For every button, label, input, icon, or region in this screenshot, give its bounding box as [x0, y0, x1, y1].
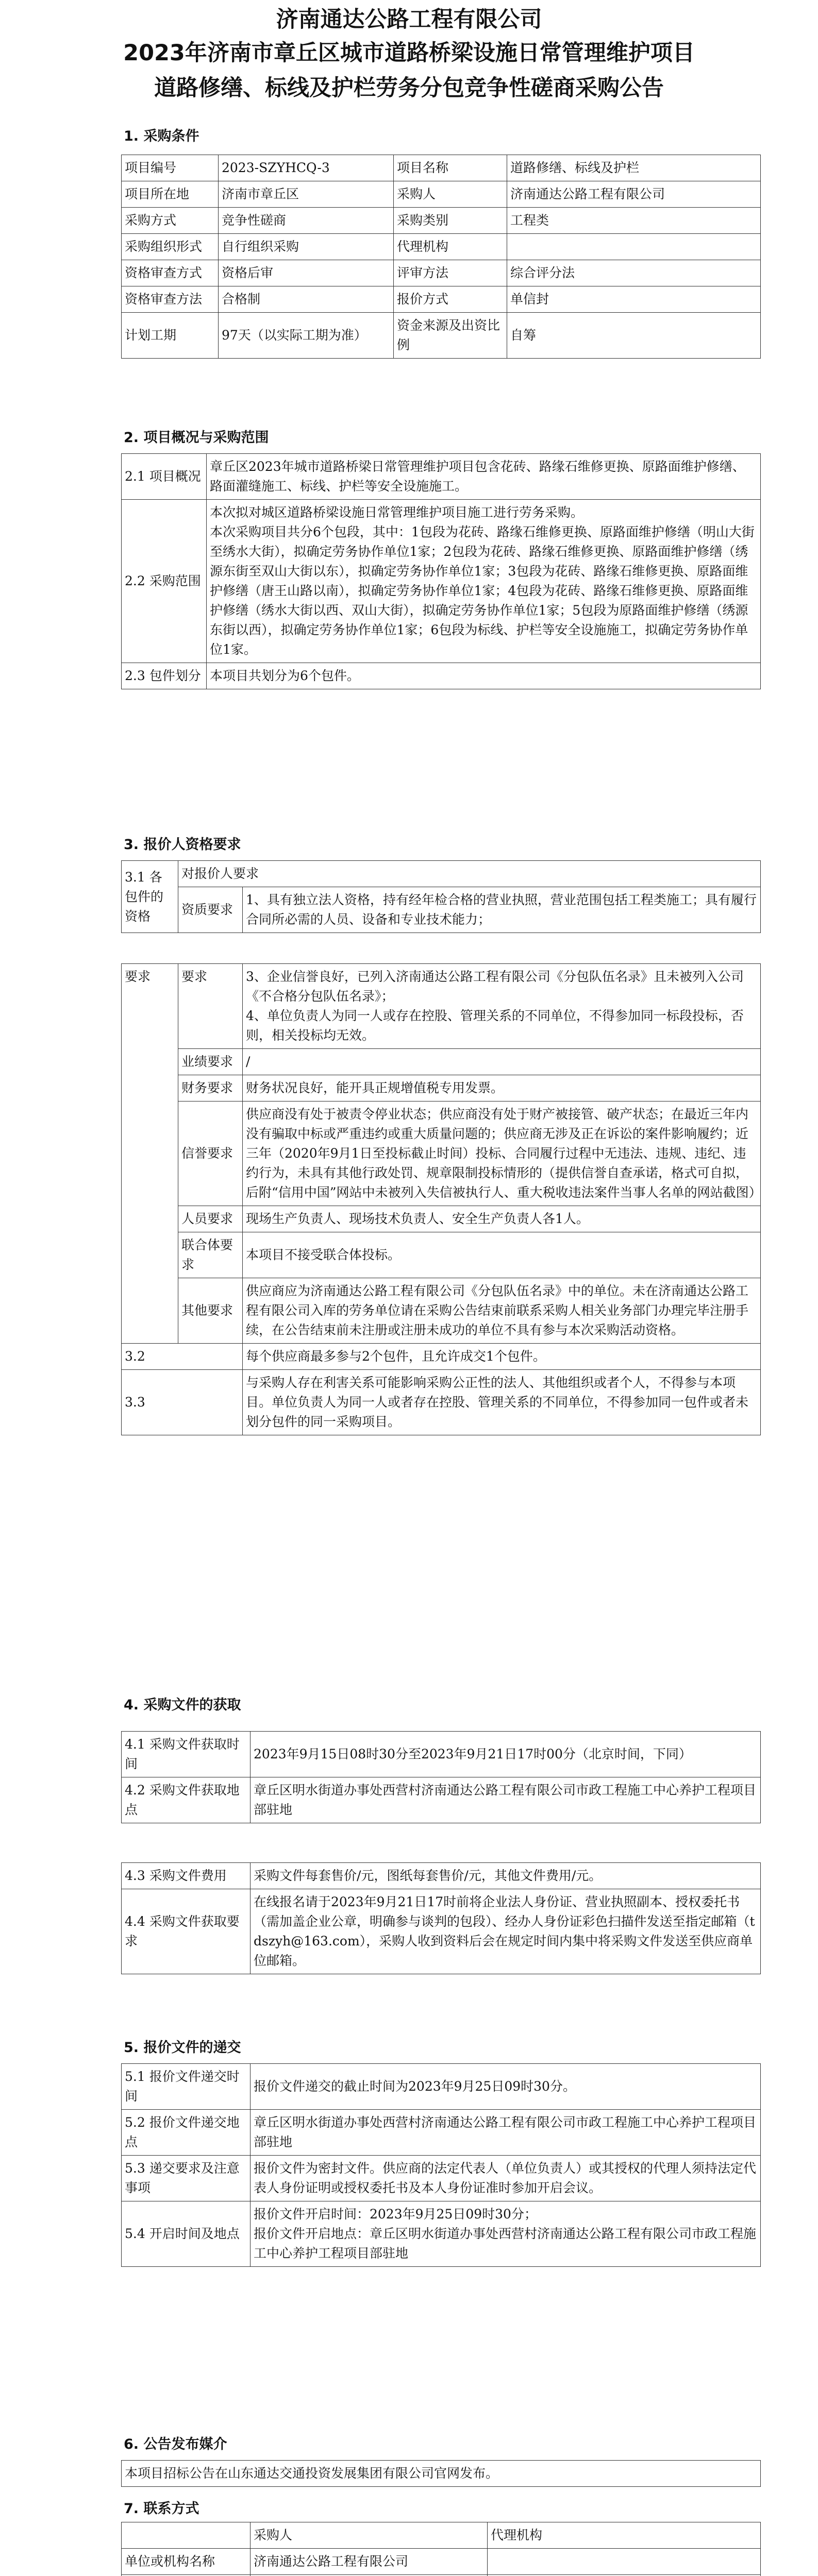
- table-row: [122, 1732, 761, 1777]
- table-row: [122, 1863, 761, 1889]
- cell: 每个供应商最多参与2个包件，且允许成交1个包件。: [243, 1344, 761, 1370]
- table-row: [122, 2110, 761, 2156]
- cell: 5.1 报价文件递交时间: [122, 2064, 251, 2110]
- cell: 97天（以实际工期为准）: [219, 313, 394, 359]
- contact-table: [121, 2522, 761, 2576]
- section-4-heading: 4. 采购文件的获取: [124, 1697, 241, 1713]
- cell: 其他要求: [178, 1278, 243, 1344]
- cell: 采购组织形式: [122, 234, 219, 260]
- cell: 4.2 采购文件获取地点: [122, 1777, 251, 1823]
- cell: 人员要求: [178, 1206, 243, 1232]
- cell: 4.4 采购文件获取要求: [122, 1889, 251, 1974]
- cell: 综合评分法: [507, 260, 761, 286]
- cell: 采购人: [251, 2522, 488, 2549]
- cell: 资金来源及出资比例: [394, 313, 507, 359]
- cell: [507, 234, 761, 260]
- cell: /: [243, 1049, 761, 1075]
- cell: 3.1 各包件的资格: [122, 861, 178, 933]
- cell: 2023年9月15日08时30分至2023年9月21日17时00分（北京时间，下同）: [251, 1732, 761, 1777]
- cell: 资格审查方法: [122, 286, 219, 313]
- table-row: [122, 208, 761, 234]
- cell: 章丘区明水街道办事处西营村济南通达公路工程有限公司市政工程施工中心养护工程项目部驻地: [251, 2110, 761, 2156]
- project-title: 2023年济南市章丘区城市道路桥梁设施日常管理维护项目: [123, 40, 695, 66]
- cell: 要求: [122, 964, 178, 1344]
- cell: 资格后审: [219, 260, 394, 286]
- cell: 与采购人存在利害关系可能影响采购公正性的法人、其他组织或者个人，不得参与本项目。单位负责人为同一人或者存在控股、管理关系的不同单位，不得参加同一包件或者未划分包件的同一采购项目。: [243, 1370, 761, 1435]
- media-table: [121, 2460, 761, 2487]
- section-1-heading: 1. 采购条件: [124, 128, 199, 144]
- cell: 代理机构: [488, 2522, 761, 2549]
- cell: 资质要求: [178, 887, 243, 933]
- qualification-table-b: [121, 963, 761, 1435]
- cell: 单信封: [507, 286, 761, 313]
- cell: 1、具有独立法人资格，持有经年检合格的营业执照，营业范围包括工程类施工；具有履行合同所必需的人员、设备和专业技术能力；: [243, 887, 761, 933]
- table-row: [122, 2064, 761, 2110]
- table-row: [122, 663, 761, 689]
- cell: 财务状况良好，能开具正规增值税专用发票。: [243, 1075, 761, 1101]
- table-row: [122, 1370, 761, 1435]
- cell: 采购类别: [394, 208, 507, 234]
- table-row: [122, 155, 761, 181]
- cell: 济南通达公路工程有限公司: [251, 2549, 488, 2575]
- table-row: [122, 1075, 761, 1101]
- cell: 自筹: [507, 313, 761, 359]
- table-row: [122, 2156, 761, 2201]
- table-row: [122, 454, 761, 500]
- table-row: [122, 2201, 761, 2267]
- cell: 2.2 采购范围: [122, 500, 207, 663]
- scope-paragraph: 本次拟对城区道路桥梁设施日常管理维护项目施工进行劳务采购。: [210, 505, 584, 520]
- cell: 本项目共划分为6个包件。: [207, 663, 761, 689]
- procurement-conditions-table: [121, 155, 761, 359]
- table-row: [122, 1278, 761, 1344]
- document-fee-table: [121, 1862, 761, 1974]
- cell: 项目名称: [394, 155, 507, 181]
- section-5-heading: 5. 报价文件的递交: [124, 2040, 241, 2056]
- table-row: [122, 500, 761, 663]
- cell: 4.1 采购文件获取时间: [122, 1732, 251, 1777]
- table-row: [122, 1232, 761, 1278]
- cell: 本项目招标公告在山东通达交通投资发展集团有限公司官网发布。: [122, 2461, 761, 2487]
- cell: 评审方法: [394, 260, 507, 286]
- table-row: [122, 260, 761, 286]
- table-row: [122, 234, 761, 260]
- company-title: 济南通达公路工程有限公司: [276, 7, 542, 32]
- project-overview-table: [121, 453, 761, 689]
- cell: 2.1 项目概况: [122, 454, 207, 500]
- cell: 3.3: [122, 1370, 243, 1435]
- cell: 采购方式: [122, 208, 219, 234]
- cell: 在线报名请于2023年9月21日17时前将企业法人身份证、营业执照副本、授权委托书（需加盖企业公章，明确参与谈判的包段）、经办人身份证彩色扫描件发送至指定邮箱（tdszyh@163.com），采购人收到资料后会在规定时间内集中将采购文件发送至供应商单位邮箱。: [251, 1889, 761, 1974]
- cell: [251, 2201, 761, 2267]
- qualification-table-a: [121, 860, 761, 933]
- cell: 联合体要求: [178, 1232, 243, 1278]
- cell: [207, 500, 761, 663]
- submission-table: [121, 2063, 761, 2267]
- cell: 竞争性磋商: [219, 208, 394, 234]
- cell: 济南通达公路工程有限公司: [507, 181, 761, 208]
- table-row: [122, 2461, 761, 2487]
- cell: 业绩要求: [178, 1049, 243, 1075]
- table-row: [122, 313, 761, 359]
- cell: 对报价人要求: [178, 861, 761, 887]
- cell: 报价方式: [394, 286, 507, 313]
- cell: 财务要求: [178, 1075, 243, 1101]
- cell: 现场生产负责人、现场技术负责人、安全生产负责人各1人。: [243, 1206, 761, 1232]
- cell: 代理机构: [394, 234, 507, 260]
- cell: 5.4 开启时间及地点: [122, 2201, 251, 2267]
- table-row: [122, 181, 761, 208]
- cell: 报价文件递交的截止时间为2023年9月25日09时30分。: [251, 2064, 761, 2110]
- opening-time: 报价文件开启时间：2023年9月25日09时30分；: [254, 2207, 537, 2222]
- table-row: [122, 2549, 761, 2575]
- table-row: [122, 887, 761, 933]
- section-2-heading: 2. 项目概况与采购范围: [124, 430, 269, 446]
- table-row: [122, 1344, 761, 1370]
- cell: 自行组织采购: [219, 234, 394, 260]
- table-row: [122, 861, 761, 887]
- cell: 资格审查方式: [122, 260, 219, 286]
- table-row: [122, 2522, 761, 2549]
- section-3-heading: 3. 报价人资格要求: [124, 837, 241, 853]
- cell: 要求: [178, 964, 243, 1049]
- cell: 章丘区2023年城市道路桥梁日常管理维护项目包含花砖、路缘石维修更换、原路面维护修缮、路面灌缝施工、标线、护栏等安全设施施工。: [207, 454, 761, 500]
- document-acquisition-table: [121, 1731, 761, 1823]
- section-6-heading: 6. 公告发布媒介: [124, 2436, 227, 2452]
- table-row: [122, 1777, 761, 1823]
- table-row: [122, 1206, 761, 1232]
- cell: 单位或机构名称: [122, 2549, 251, 2575]
- table-row: [122, 1049, 761, 1075]
- cell: [488, 2549, 761, 2575]
- notice-title: 道路修缮、标线及护栏劳务分包竞争性磋商采购公告: [154, 75, 664, 101]
- cell: 计划工期: [122, 313, 219, 359]
- section-7-heading: 7. 联系方式: [124, 2501, 199, 2517]
- cell: 采购人: [394, 181, 507, 208]
- cell: 章丘区明水街道办事处西营村济南通达公路工程有限公司市政工程施工中心养护工程项目部驻地: [251, 1777, 761, 1823]
- title-block: [0, 0, 818, 106]
- cell: 报价文件为密封文件。供应商的法定代表人（单位负责人）或其授权的代理人须持法定代表人身份证明或授权委托书及本人身份证准时参加开启会议。: [251, 2156, 761, 2201]
- opening-place: 报价文件开启地点：章丘区明水街道办事处西营村济南通达公路工程有限公司市政工程施工中心养护工程项目部驻地: [254, 2226, 757, 2261]
- cell: 2023-SZYHCQ-3: [219, 155, 394, 181]
- cell: 工程类: [507, 208, 761, 234]
- cell: 5.2 报价文件递交地点: [122, 2110, 251, 2156]
- table-row: [122, 1889, 761, 1974]
- cell: 济南市章丘区: [219, 181, 394, 208]
- cell: 道路修缮、标线及护栏: [507, 155, 761, 181]
- table-row: [122, 964, 761, 1049]
- cell: 项目编号: [122, 155, 219, 181]
- cell: 2.3 包件划分: [122, 663, 207, 689]
- cell: 4.3 采购文件费用: [122, 1863, 251, 1889]
- scope-paragraph: 本次采购项目共分6个包段，其中：1包段为花砖、路缘石维修更换、原路面维护修缮（明山大街至绣水大街），拟确定劳务协作单位1家；2包段为花砖、路缘石维修更换、原路面维护修缮（绣源东街至双山大街以东），拟确定劳务协作单位1家；3包段为花砖、路缘石维修更换、原路面维护修缮（唐王山路以南），拟确定劳务协作单位1家；4包段为花砖、路缘石维修更换、原路面维护修缮（绣水大街以西、双山大街），拟确定劳务协作单位1家；5包段为原路面维护修缮（绣源东街以西），拟确定劳务协作单位1家；6包段为标线、护栏等安全设施施工，拟确定劳务协作单位1家。: [210, 524, 755, 657]
- cell: 信誉要求: [178, 1101, 243, 1206]
- cell: [122, 2522, 251, 2549]
- table-row: [122, 286, 761, 313]
- cell: 3.2: [122, 1344, 243, 1370]
- cell: 合格制: [219, 286, 394, 313]
- cell: 本项目不接受联合体投标。: [243, 1232, 761, 1278]
- cell: 3、企业信誉良好，已列入济南通达公路工程有限公司《分包队伍名录》且未被列入公司《不合格分包队伍名录》； 4、单位负责人为同一人或存在控股、管理关系的不同单位，不得参加同一标段投标，否则，相关投标均无效。: [243, 964, 761, 1049]
- cell: 5.3 递交要求及注意事项: [122, 2156, 251, 2201]
- cell: 项目所在地: [122, 181, 219, 208]
- cell: 供应商应为济南通达公路工程有限公司《分包队伍名录》中的单位。未在济南通达公路工程有限公司入库的劳务单位请在采购公告结束前联系采购人相关业务部门办理完毕注册手续，在公告结束前未注册或注册未成功的单位不具有参与本次采购活动资格。: [243, 1278, 761, 1344]
- cell: 供应商没有处于被责令停业状态；供应商没有处于财产被接管、破产状态；在最近三年内没有骗取中标或严重违约或重大质量问题的；供应商无涉及正在诉讼的案件影响履约；近三年（2020年9月1日至投标截止时间）投标、合同履行过程中无违法、违规、违纪、违约行为，未具有其他行政处罚、规章限制投标情形的（提供信誉自查承诺，格式可自拟，后附“信用中国”网站中未被列入失信被执行人、重大税收违法案件当事人名单的网站截图）: [243, 1101, 761, 1206]
- table-row: [122, 1101, 761, 1206]
- cell: 采购文件每套售价/元，图纸每套售价/元，其他文件费用/元。: [251, 1863, 761, 1889]
